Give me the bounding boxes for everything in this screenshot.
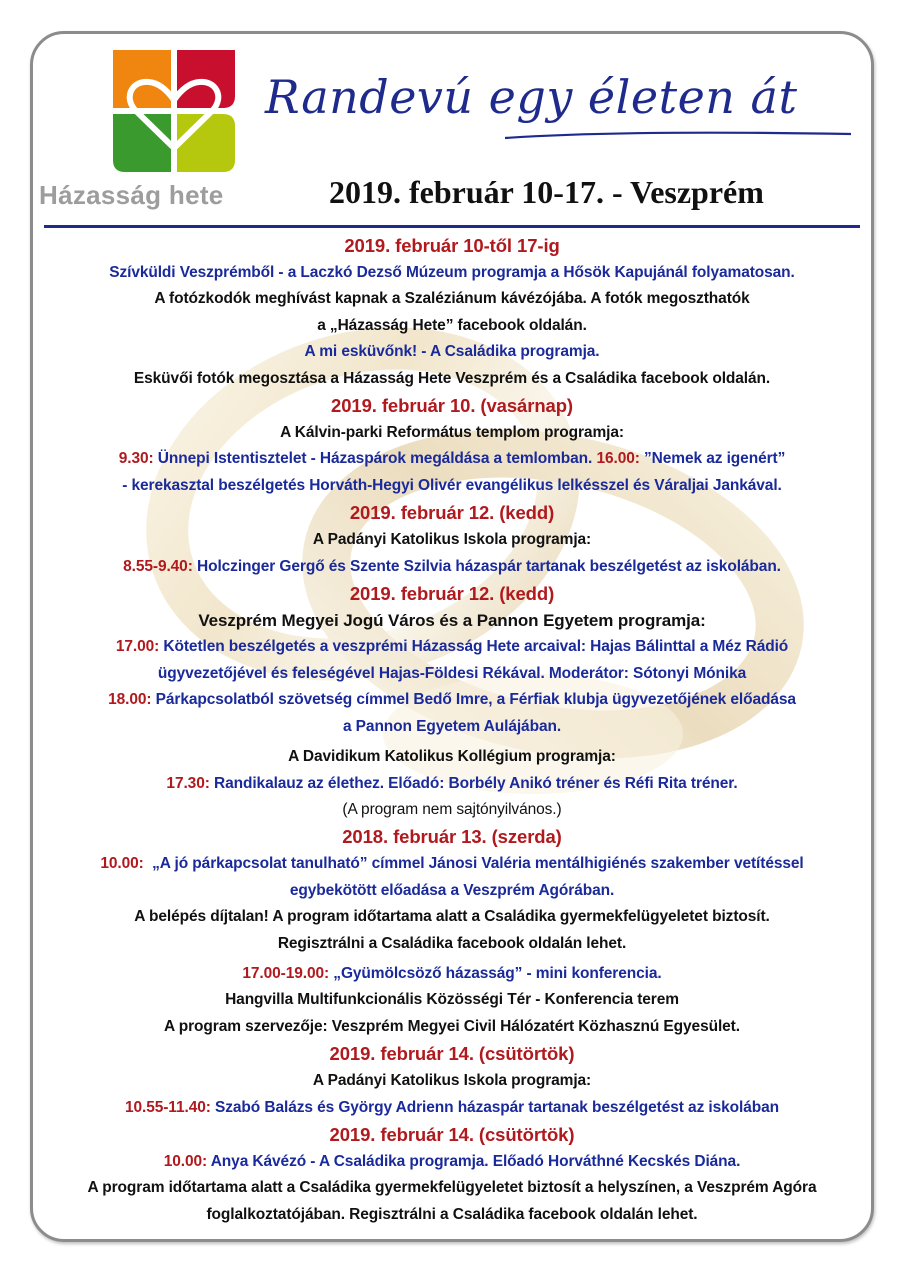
flyer-frame (30, 31, 874, 1242)
event-title: - kerekasztal beszélgetés Horváth-Hegyi Olivér evangélikus lelkésszel és Váraljai Jankával. (122, 476, 782, 494)
event-description: A Davidikum Katolikus Kollégium programja: (288, 748, 616, 766)
event-description: Regisztrálni a Családika facebook oldalán lehet. (277, 934, 627, 952)
schedule-line (33, 714, 871, 740)
event-title: ügyvezetőjével és feleségével Hajas-Földesi Rékával. Moderátor: Sótonyi Mónika (157, 664, 747, 682)
schedule-line (33, 1068, 871, 1094)
event-title: Párkapcsolatból szövetség címmel Bedő Imre, a Férfiak klubja ügyvezetőjének előadása (151, 691, 796, 709)
event-time: 9.30: (118, 450, 154, 468)
logo-text: Házasság hete (39, 180, 224, 210)
slogan: Randevú egy életen át (265, 70, 798, 124)
schedule-line (33, 661, 871, 687)
event-description: foglalkoztatójában. Regisztrálni a Családika facebook oldalán lehet. (206, 1205, 698, 1223)
program-schedule (33, 232, 871, 1228)
section-date: 2019. február 12. (kedd) (349, 502, 555, 524)
schedule-line (33, 851, 871, 877)
section-date: 2019. február 10. (vasárnap) (331, 395, 573, 417)
event-title: „Gyümölcsöző házasság” - mini konferencia. (329, 964, 662, 982)
section-date: 2019. február 10-től 17-ig (344, 235, 560, 256)
section-date: 2019. február 14. (csütörtök) (329, 1123, 575, 1145)
event-note: (A program nem sajtónyilvános.) (342, 800, 562, 818)
schedule-line (33, 313, 871, 339)
schedule-line (33, 366, 871, 392)
section-date: 2019. február 12. (kedd) (349, 583, 555, 605)
schedule-line (33, 634, 871, 660)
event-description: A program szervezője: Veszprém Megyei Civil Hálózatért Közhasznú Egyesület. (164, 1017, 740, 1035)
schedule-line (33, 797, 871, 823)
event-time: 10.00: (100, 855, 144, 873)
event-title: egybekötött előadása a Veszprém Agórában. (289, 881, 615, 899)
schedule-section (33, 1121, 871, 1228)
event-title: Szabó Balázs és György Adrienn házaspár tartanak beszélgetést az iskolában (210, 1098, 780, 1116)
event-time: 17.00-19.00: (242, 964, 330, 982)
event-title: Szívküldi Veszprémből - a Laczkó Dezső Múzeum programja a Hősök Kapujánál folyamatosan. (109, 264, 795, 281)
event-title: Kötetlen beszélgetés a veszprémi Házasság Hete arcaival: Hajas Bálinttal a Méz Rádió (159, 638, 789, 656)
schedule-line (33, 904, 871, 930)
event-time: 17.00: (115, 638, 160, 656)
schedule-line (33, 931, 871, 957)
event-time: 18.00: (108, 691, 152, 709)
schedule-line (33, 744, 871, 770)
event-time: 10.00: (163, 1152, 208, 1170)
event-title: Anya Kávézó - A Családika programja. Előadó Horváthné Kecskés Diána. (207, 1152, 741, 1170)
schedule-line (33, 771, 871, 797)
logo-quadrant-orange (113, 50, 171, 108)
schedule-line (33, 473, 871, 499)
schedule-line (33, 608, 871, 634)
header-divider (44, 225, 860, 228)
event-description: A Padányi Katolikus Iskola programja: (312, 531, 592, 549)
hazassag-hete-logo (113, 50, 235, 172)
event-title: A mi esküvőnk! - A Családika programja. (304, 343, 600, 361)
schedule-line (33, 339, 871, 365)
event-title: Randikalauz az élethez. Előadó: Borbély Anikó tréner és Réfi Rita tréner. (209, 774, 738, 792)
schedule-line (33, 1202, 871, 1228)
slogan-underline (503, 126, 853, 142)
event-title: Holczinger Gergő és Szente Szilvia házaspár tartanak beszélgetést az iskolában. (192, 557, 781, 575)
schedule-line (33, 1149, 871, 1175)
schedule-section (33, 580, 871, 823)
event-description: A program időtartama alatt a Családika gyermekfelügyeletet biztosít a helyszínen, a Veszprém Agóra (87, 1179, 817, 1197)
schedule-line (33, 961, 871, 987)
logo-quadrant-red (177, 50, 235, 108)
event-time: 17.30: (166, 774, 210, 792)
schedule-section (33, 823, 871, 1040)
schedule-section (33, 499, 871, 580)
event-description: Veszprém Megyei Jogú Város és a Pannon Egyetem programja: (198, 611, 706, 631)
logo-quadrant-lime (177, 114, 235, 172)
schedule-line (33, 878, 871, 904)
event-title: ”Nemek az igenért” (639, 450, 786, 468)
event-description: A Padányi Katolikus Iskola programja: (312, 1072, 592, 1090)
event-description: Esküvői fotók megosztása a Házasság Hete Veszprém és a Családika facebook oldalán. (133, 369, 771, 387)
section-date: 2018. február 13. (szerda) (342, 826, 562, 848)
event-time: 10.55-11.40: (124, 1098, 211, 1116)
event-description: a „Házasság Hete” facebook oldalán. (317, 316, 587, 334)
schedule-line (33, 1175, 871, 1201)
schedule-section (33, 232, 871, 392)
schedule-line (33, 527, 871, 553)
event-title: Ünnepi Istentisztelet - Házaspárok megáldása a temlomban. (153, 450, 597, 468)
schedule-section (33, 392, 871, 499)
schedule-line (33, 1014, 871, 1040)
logo-quadrant-green (113, 114, 171, 172)
event-description: A Kálvin-parki Református templom programja: (280, 424, 624, 442)
event-title: a Pannon Egyetem Aulájában. (342, 717, 562, 735)
schedule-section (33, 1040, 871, 1121)
schedule-line (33, 260, 871, 286)
schedule-line (33, 987, 871, 1013)
event-description: A belépés díjtalan! A program időtartama alatt a Családika gyermekfelügyeletet biztosít. (134, 908, 770, 926)
event-description: Hangvilla Multifunkcionális Közösségi Tér - Konferencia terem (225, 991, 679, 1009)
event-title: „A jó párkapcsolat tanulható” címmel Jánosi Valéria mentálhigiénés szakember vetítéssel (143, 855, 804, 873)
schedule-line (33, 420, 871, 446)
schedule-line (33, 687, 871, 713)
section-date: 2019. február 14. (csütörtök) (329, 1043, 575, 1065)
schedule-line (33, 286, 871, 312)
event-description: A fotózkodók meghívást kapnak a Szaléziánum kávézójába. A fotók megoszthatók (154, 290, 750, 308)
schedule-line (33, 446, 871, 472)
event-time: 16.00: (596, 450, 640, 468)
event-time: 8.55-9.40: (123, 557, 193, 575)
event-dates-heading: 2019. február 10-17. - Veszprém (329, 174, 764, 210)
schedule-line (33, 554, 871, 580)
schedule-line (33, 1095, 871, 1121)
